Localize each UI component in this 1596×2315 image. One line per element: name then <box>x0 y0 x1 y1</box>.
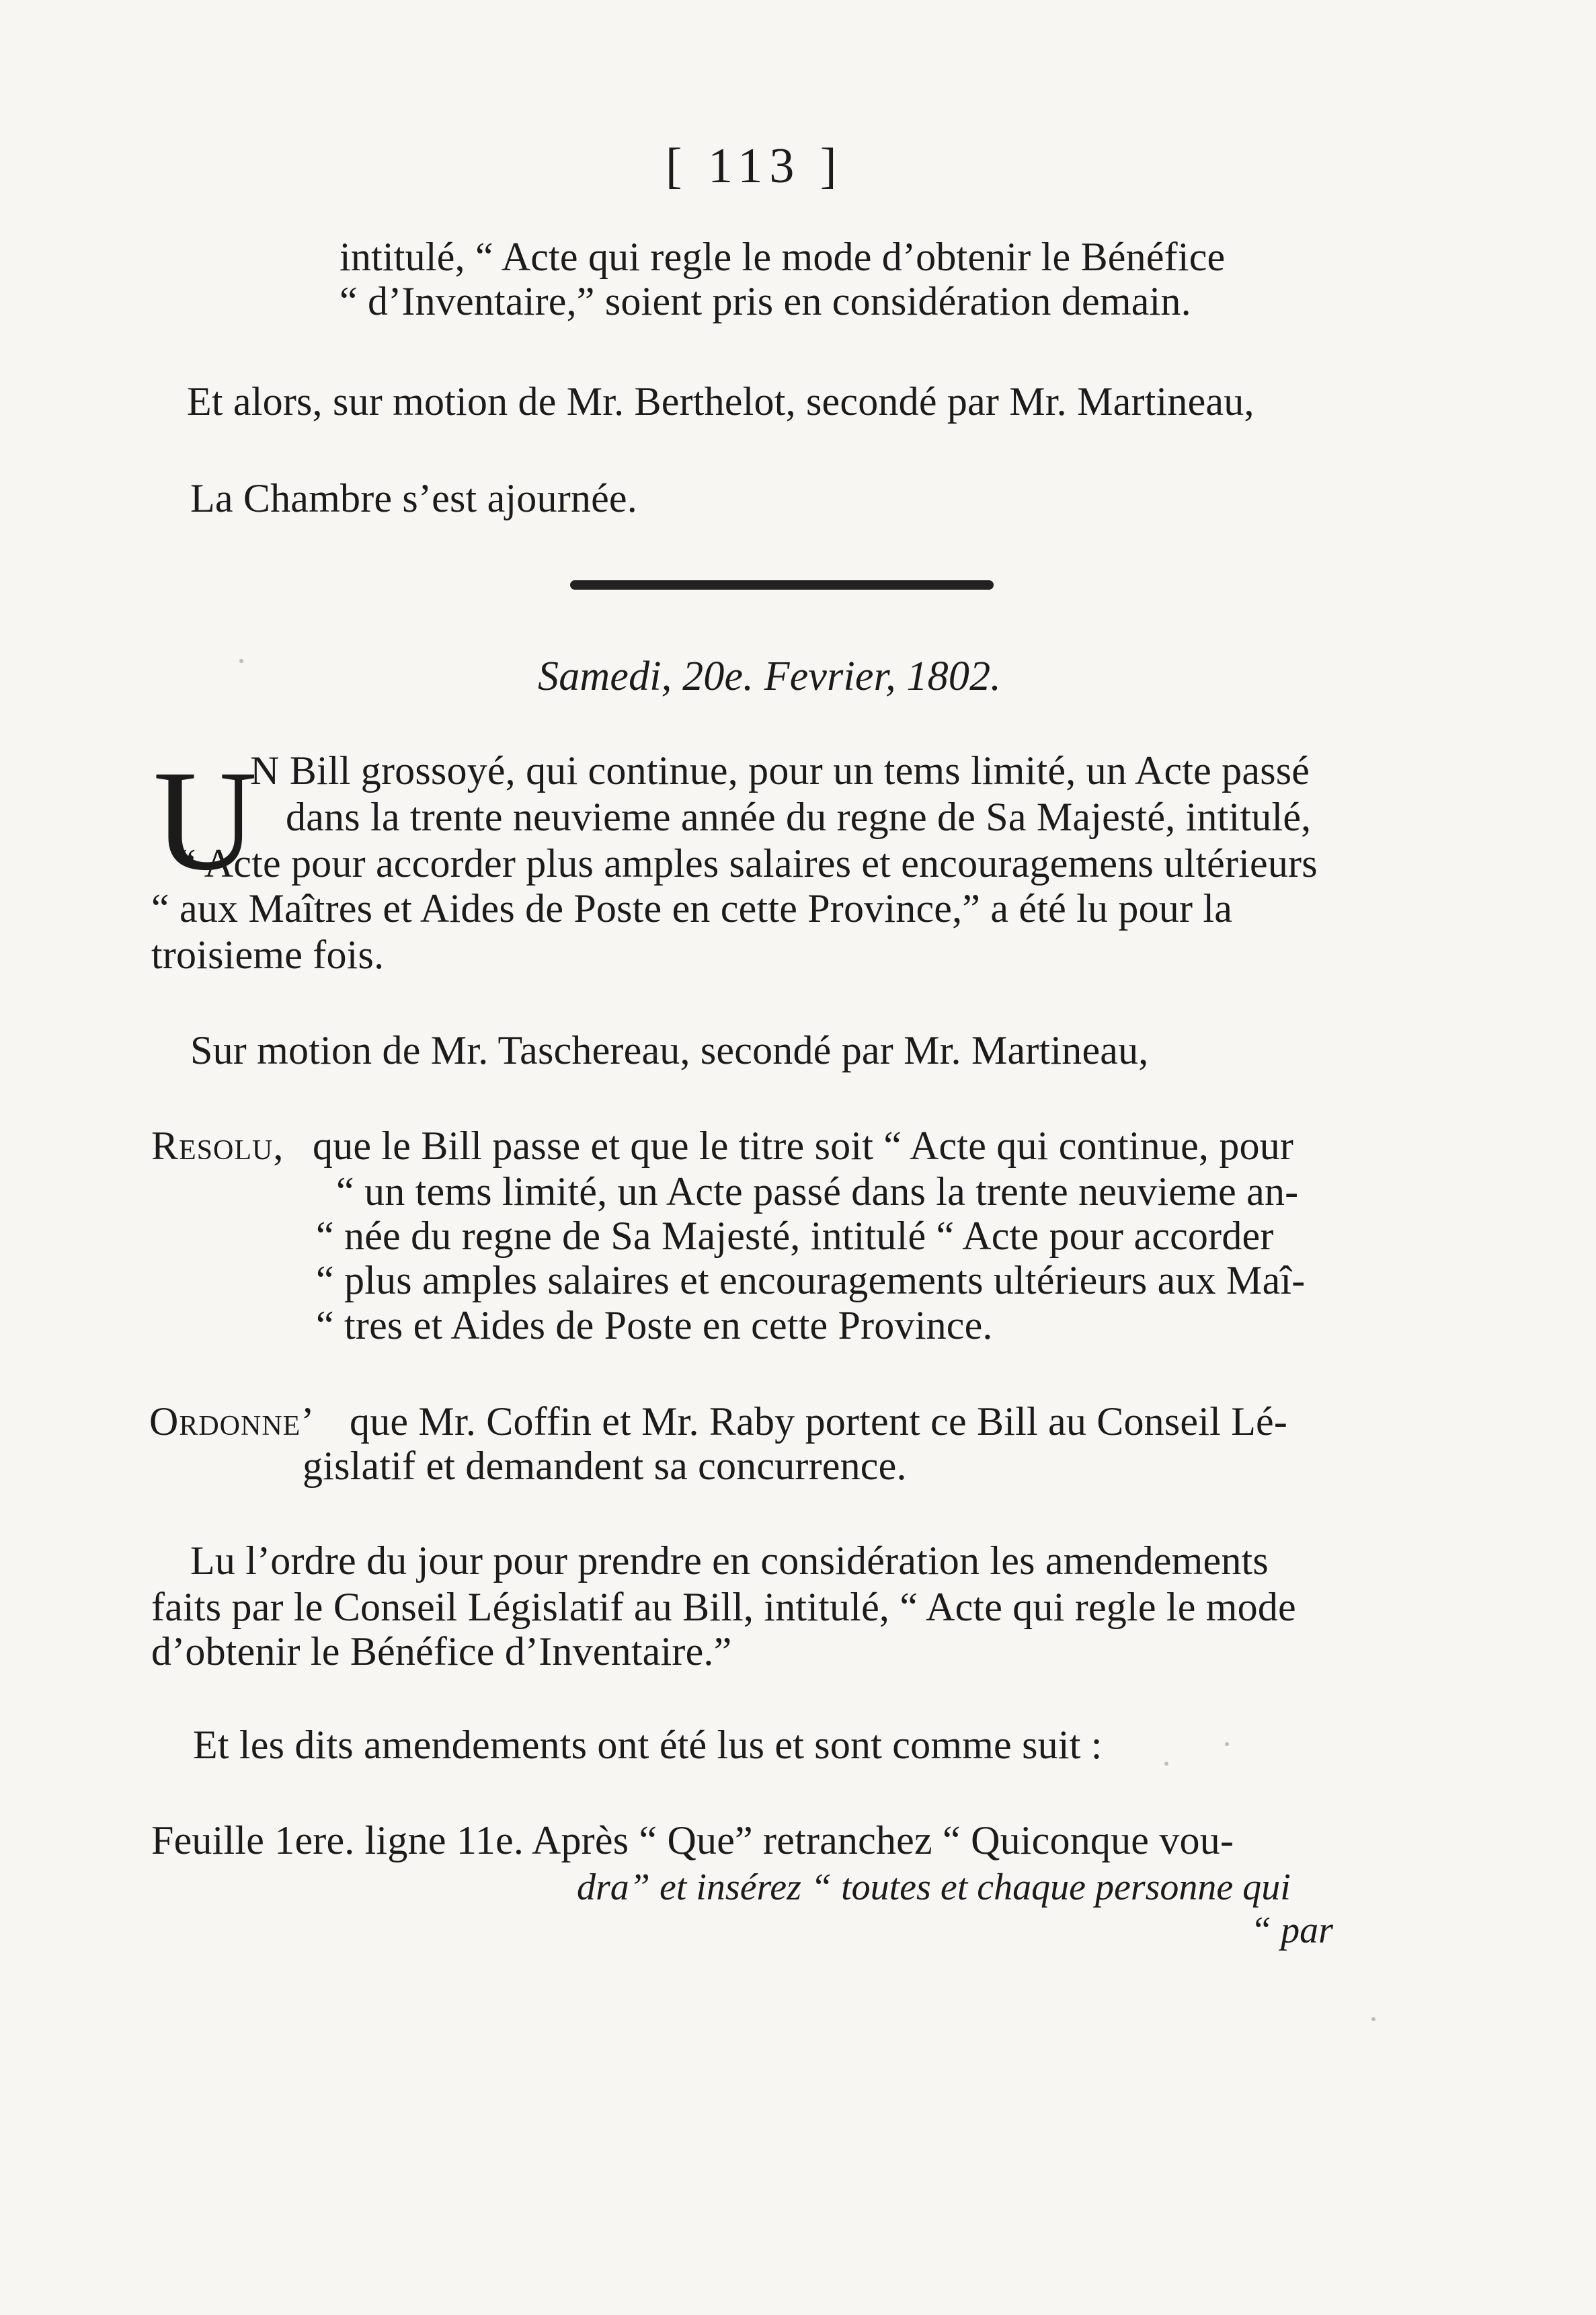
paper-spot <box>1371 2017 1375 2021</box>
text-line: “ née du regne de Sa Majesté, intitulé “ Acte pour accorder <box>316 1214 1274 1258</box>
text-line: dans la trente neuvieme année du regne de Sa Majesté, intitulé, <box>286 795 1312 839</box>
paper-spot <box>653 1052 657 1056</box>
paper-spot <box>239 659 243 663</box>
drop-cap-letter: U <box>153 741 257 900</box>
text-line: intitulé, “ Acte qui regle le mode d’obtenir le Bénéfice <box>340 235 1226 279</box>
text-line: Sur motion de Mr. Taschereau, secondé par Mr. Martineau, <box>190 1028 1149 1072</box>
ordonne-label: Ordonne’ <box>149 1399 315 1444</box>
text-line: “ plus amples salaires et encouragements ultérieurs aux Maî- <box>316 1258 1306 1302</box>
text-line: troisieme fois. <box>151 933 385 977</box>
text-line: gislatif et demandent sa concurrence. <box>303 1444 907 1488</box>
text-line: Lu l’ordre du jour pour prendre en considération les amendements <box>190 1538 1269 1583</box>
text-line: faits par le Conseil Législatif au Bill, intitulé, “ Acte qui regle le mode <box>151 1585 1296 1629</box>
page-number: [ 113 ] <box>666 139 844 194</box>
text-line: “ aux Maîtres et Aides de Poste en cette Province,” a été lu pour la <box>151 886 1233 931</box>
date-heading: Samedi, 20e. Fevrier, 1802. <box>538 654 1001 699</box>
text-line: “ Acte pour accorder plus amples salaires et encouragemens ultérieurs <box>178 841 1318 886</box>
text-line: “ un tems limité, un Acte passé dans la trente neuvieme an- <box>336 1169 1299 1214</box>
section-divider <box>570 580 994 590</box>
text-line: dra” et insérez “ toutes et chaque personne qui <box>577 1867 1291 1908</box>
text-line: La Chambre s’est ajournée. <box>190 476 637 520</box>
resolu-label: Resolu, <box>151 1124 284 1168</box>
paper-spot <box>1225 1742 1229 1746</box>
text-line: que le Bill passe et que le titre soit “ Acte qui continue, pour <box>313 1124 1294 1168</box>
text-line: “ d’Inventaire,” soient pris en considération demain. <box>340 279 1191 323</box>
catchword: “ par <box>1250 1910 1333 1951</box>
text-line: Feuille 1ere. ligne 11e. Après “ Que” retranchez “ Quiconque vou- <box>151 1818 1234 1862</box>
paper-spot <box>1164 1762 1168 1766</box>
text-line: N Bill grossoyé, qui continue, pour un tems limité, un Acte passé <box>250 748 1310 793</box>
text-line: que Mr. Coffin et Mr. Raby portent ce Bill au Conseil Lé- <box>350 1399 1288 1444</box>
text-line: Et alors, sur motion de Mr. Berthelot, secondé par Mr. Martineau, <box>187 379 1254 424</box>
text-line: “ tres et Aides de Poste en cette Province. <box>316 1303 993 1347</box>
text-line: Et les dits amendements ont été lus et sont comme suit : <box>193 1723 1103 1767</box>
text-line: d’obtenir le Bénéfice d’Inventaire.” <box>151 1629 732 1674</box>
